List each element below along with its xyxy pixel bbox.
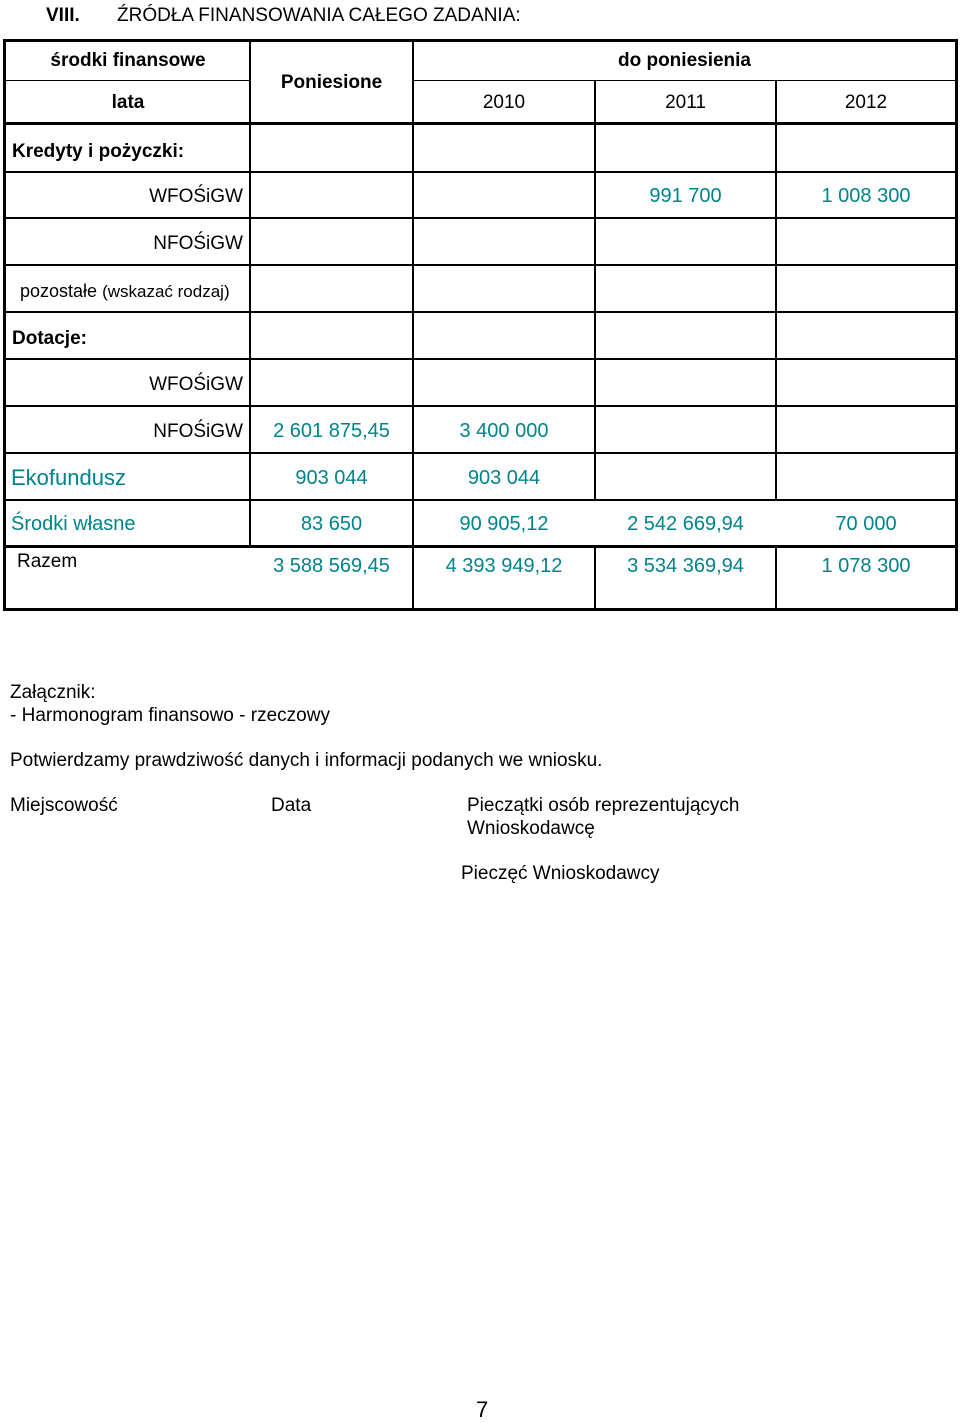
- cell-ekofundusz-incurred: 903 044: [295, 467, 368, 489]
- header-divider-right: [413, 80, 955, 81]
- cell-own-funds-2011: 2 542 669,94: [627, 513, 744, 535]
- row-label-loans: Kredyty i pożyczki:: [12, 141, 185, 162]
- attachment-label: Załącznik:: [10, 682, 96, 703]
- header-year-2012: 2012: [844, 92, 888, 113]
- row-line-5: [6, 358, 955, 360]
- section-title: ŹRÓDŁA FINANSOWANIA CAŁEGO ZADANIA:: [117, 5, 521, 26]
- row-line-4: [6, 311, 955, 313]
- header-incurred: Poniesione: [280, 72, 383, 93]
- cell-own-funds-2010: 90 905,12: [459, 513, 549, 535]
- header-funding-sources: środki finansowe: [50, 50, 206, 71]
- row-label-grants-nfosigw: NFOŚiGW: [153, 421, 243, 442]
- row-label-own-funds: Środki własne: [11, 513, 136, 535]
- cell-grants-nfosigw-2010: 3 400 000: [459, 420, 549, 442]
- attachment-item: - Harmonogram finansowo - rzeczowy: [10, 705, 330, 726]
- cell-own-funds-2012: 70 000: [835, 513, 897, 535]
- applicant-stamp-label: Pieczęć Wnioskodawcy: [461, 863, 660, 884]
- representatives-stamps-label-line2: Wnioskodawcę: [467, 818, 595, 839]
- table-border-top: [3, 39, 958, 42]
- page-number: 7: [476, 1397, 489, 1422]
- row-line-6: [6, 405, 955, 407]
- table-border-bottom: [3, 608, 958, 611]
- row-label-grants: Dotacje:: [12, 328, 87, 349]
- header-years: lata: [111, 92, 145, 113]
- header-year-2010: 2010: [482, 92, 526, 113]
- place-label: Miejscowość: [10, 795, 118, 816]
- header-to-incur: do poniesienia: [617, 50, 752, 71]
- row-line-1: [6, 171, 955, 173]
- row-line-7: [6, 452, 955, 454]
- cell-total-2010: 4 393 949,12: [445, 555, 563, 577]
- row-label-ekofundusz: Ekofundusz: [11, 465, 126, 490]
- representatives-stamps-label: Pieczątki osób reprezentujących: [467, 795, 740, 816]
- cell-grants-nfosigw-incurred: 2 601 875,45: [273, 420, 390, 442]
- header-year-2011: 2011: [665, 92, 706, 113]
- row-label-other-main: pozostałe: [20, 281, 98, 301]
- cell-loans-wfosigw-2011: 991 700: [649, 185, 722, 207]
- row-label-loans-wfosigw: WFOŚiGW: [149, 186, 243, 207]
- row-label-other: [20, 281, 230, 302]
- cell-ekofundusz-2010: 903 044: [467, 467, 541, 489]
- cell-own-funds-incurred: 83 650: [300, 513, 363, 535]
- cell-loans-wfosigw-2012: 1 008 300: [821, 185, 911, 207]
- row-line-total: [6, 545, 955, 548]
- cell-total-incurred: 3 588 569,45: [273, 555, 390, 577]
- date-label: Data: [271, 795, 312, 816]
- header-divider-left: [6, 80, 250, 81]
- row-label-loans-nfosigw: NFOŚiGW: [153, 233, 243, 254]
- row-label-grants-wfosigw: WFOŚiGW: [149, 374, 243, 395]
- row-label-total: Razem: [17, 551, 78, 572]
- cell-total-2011: 3 534 369,94: [627, 555, 744, 577]
- section-number: VIII.: [46, 5, 80, 26]
- row-line-8: [6, 499, 955, 501]
- confirmation-text: Potwierdzamy prawdziwość danych i informacji podanych we wniosku.: [10, 750, 603, 771]
- row-line-3: [6, 264, 955, 266]
- cell-total-2012: 1 078 300: [821, 555, 911, 577]
- row-label-other-note: (wskazać rodzaj): [102, 282, 230, 301]
- row-line-2: [6, 217, 955, 219]
- table-border-right: [955, 39, 958, 611]
- header-bottom-line: [6, 122, 955, 125]
